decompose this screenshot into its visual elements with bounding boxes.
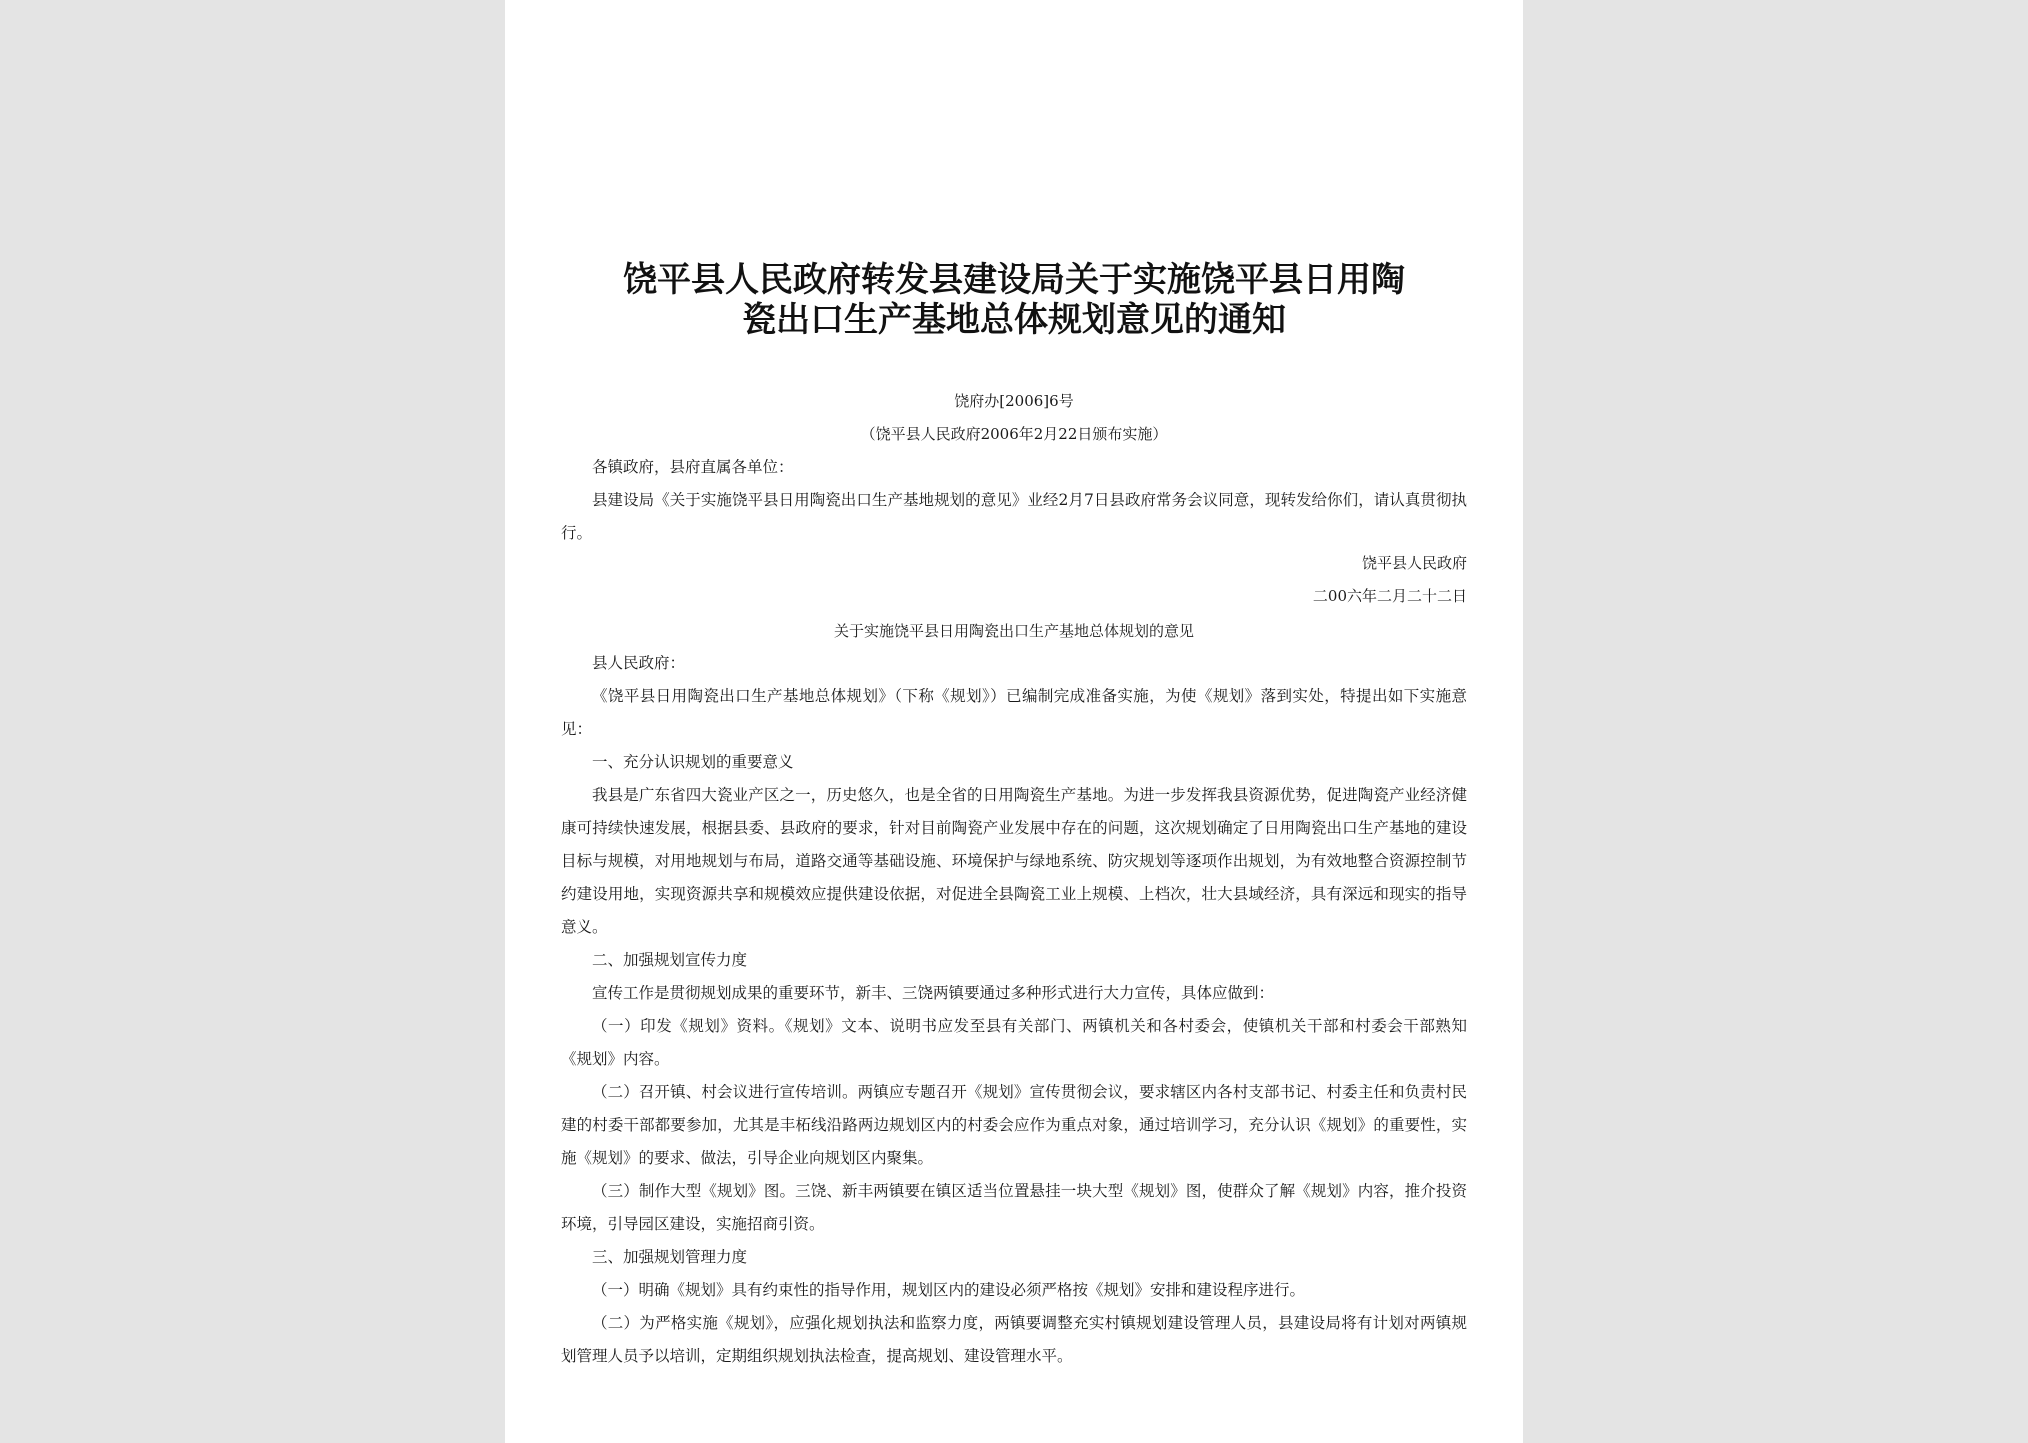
notice-addressee: 各镇政府，县府直属各单位： [592,458,794,476]
document-page [505,0,1523,1443]
document-number: 饶府办[2006]6号 [954,392,1074,410]
opinion-body [561,647,1467,1373]
notice-signer: 饶平县人民政府 [1361,554,1467,572]
opinion-paragraph: （二）召开镇、村会议进行宣传培训。两镇应专题召开《规划》宣传贯彻会议，要求辖区内各村支部书记、村委主任和负责村民建的村委干部都要参加，尤其是丰柘线沿路两边规划区内的村委会应作为重点对象，通过培训学习，充分认识《规划》的重要性，实施《规划》的要求、做法，引导企业向规划区内聚集。 [561,1083,1467,1167]
notice-body [561,451,1467,550]
opinion-paragraph: （一）明确《规划》具有约束性的指导作用，规划区内的建设必须严格按《规划》安排和建设程序进行。 [592,1281,1306,1299]
section-heading: 三、加强规划管理力度 [592,1248,748,1266]
notice-date: 二00六年二月二十二日 [1312,587,1467,605]
opinion-paragraph: 《饶平县日用陶瓷出口生产基地总体规划》（下称《规划》）已编制完成准备实施，为使《规划》落到实处，特提出如下实施意见： [561,687,1467,738]
document-title [505,260,1523,340]
notice-paragraph: 县建设局《关于实施饶平县日用陶瓷出口生产基地规划的意见》业经2月7日县政府常务会议同意，现转发给你们，请认真贯彻执行。 [561,491,1467,542]
opinion-paragraph: （三）制作大型《规划》图。三饶、新丰两镇要在镇区适当位置悬挂一块大型《规划》图，使群众了解《规划》内容，推介投资环境，引导园区建设，实施招商引资。 [561,1182,1467,1233]
opinion-paragraph: （二）为严格实施《规划》，应强化规划执法和监察力度，两镇要调整充实村镇规划建设管理人员，县建设局将有计划对两镇规划管理人员予以培训，定期组织规划执法检查，提高规划、建设管理水平。 [561,1314,1467,1365]
opinion-paragraph: （一）印发《规划》资料。《规划》文本、说明书应发至县有关部门、两镇机关和各村委会，使镇机关干部和村委会干部熟知《规划》内容。 [561,1017,1467,1068]
section-heading: 二、加强规划宣传力度 [592,951,748,969]
section-heading: 一、充分认识规划的重要意义 [592,753,794,771]
issue-note: （饶平县人民政府2006年2月22日颁布实施） [860,425,1168,443]
opinion-paragraph: 宣传工作是贯彻规划成果的重要环节，新丰、三饶两镇要通过多种形式进行大力宣传，具体应做到： [592,984,1275,1002]
opinion-paragraph: 我县是广东省四大瓷业产区之一，历史悠久，也是全省的日用陶瓷生产基地。为进一步发挥我县资源优势，促进陶瓷产业经济健康可持续快速发展，根据县委、县政府的要求，针对目前陶瓷产业发展中存在的问题，这次规划确定了日用陶瓷出口生产基地的建设目标与规模，对用地规划与布局，道路交通等基础设施、环境保护与绿地系统、防灾规划等逐项作出规划，为有效地整合资源控制节约建设用地，实现资源共享和规模效应提供建设依据，对促进全县陶瓷工业上规模、上档次，壮大县域经济，具有深远和现实的指导意义。 [561,786,1467,936]
opinion-addressee: 县人民政府： [592,654,686,672]
opinion-title: 关于实施饶平县日用陶瓷出口生产基地总体规划的意见 [833,622,1194,640]
title-line: 饶平县人民政府转发县建设局关于实施饶平县日用陶 [623,260,1405,300]
title-line: 瓷出口生产基地总体规划意见的通知 [742,300,1286,340]
